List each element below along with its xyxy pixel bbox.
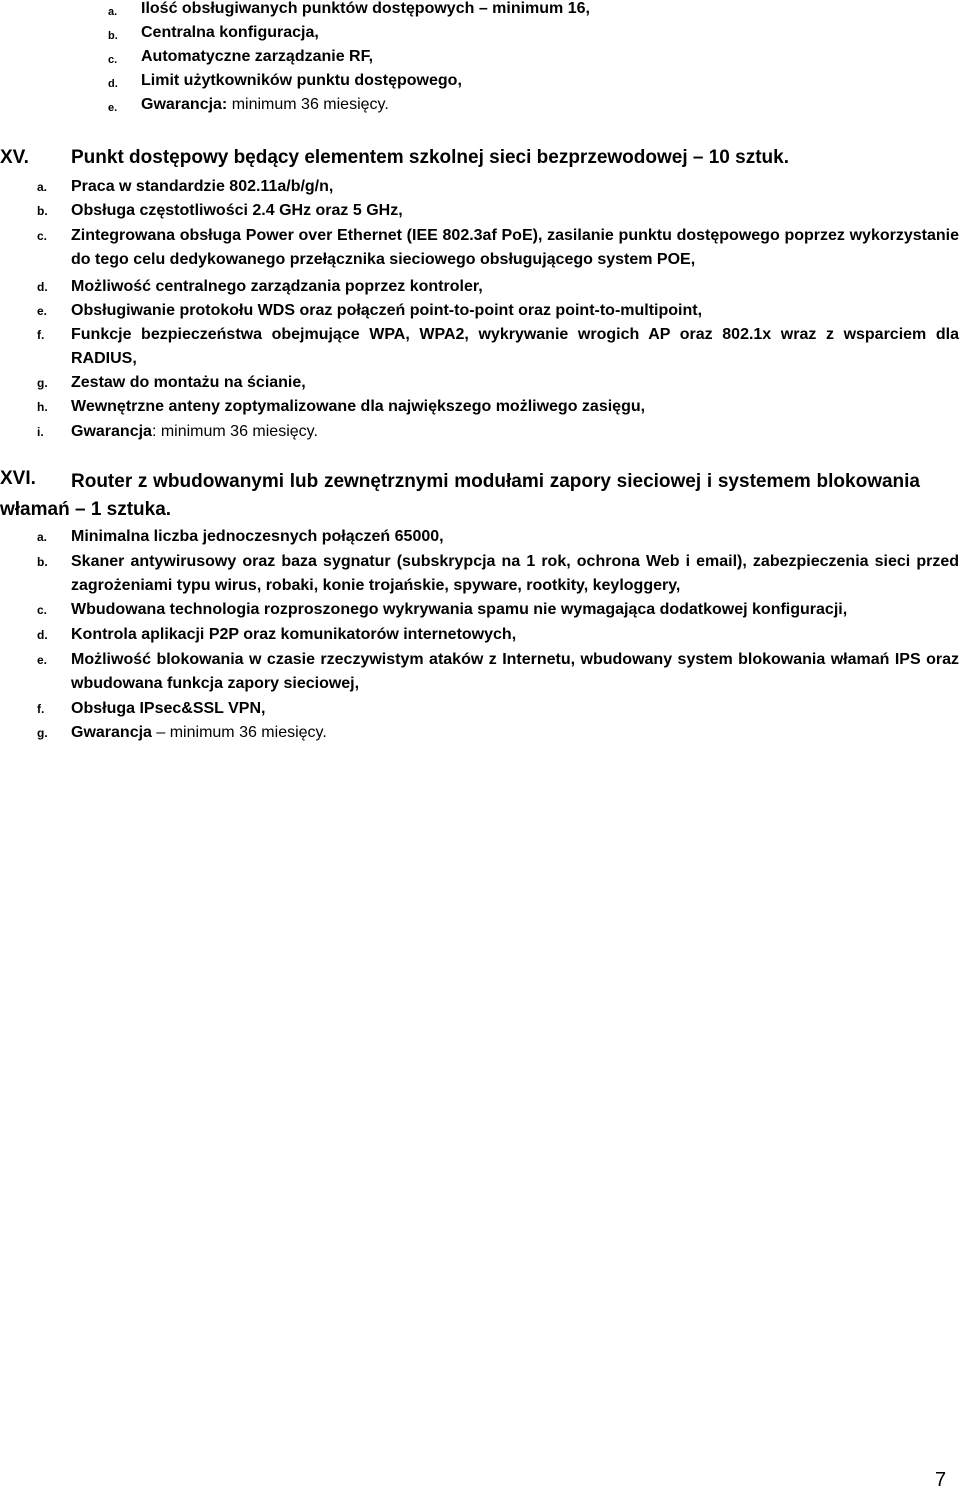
- list-letter: e.: [37, 653, 48, 667]
- list-text: Automatyczne zarządzanie RF,: [141, 48, 374, 65]
- list-letter: g.: [37, 376, 48, 390]
- list-letter: h.: [37, 400, 48, 414]
- list-text: Funkcje bezpieczeństwa obejmujące WPA, WPA2, wykrywanie wrogich AP oraz 802.1x wraz z wsparciem dla RADIUS,: [71, 326, 959, 367]
- list-letter: b.: [108, 30, 118, 42]
- list-item: [0, 72, 960, 96]
- list-letter: d.: [108, 78, 118, 90]
- list-letter: e.: [37, 304, 48, 318]
- list-text: Możliwość centralnego zarządzania poprzez kontroler,: [71, 278, 483, 295]
- list-letter: a.: [108, 6, 118, 18]
- list-text: Praca w standardzie 802.11a/b/g/n,: [71, 178, 334, 195]
- list-text: Gwarancja – minimum 36 miesięcy.: [71, 724, 327, 741]
- page-number: 7: [935, 1469, 947, 1491]
- list-text: Obsługa częstotliwości 2.4 GHz oraz 5 GHz,: [71, 202, 403, 219]
- list-text: Kontrola aplikacji P2P oraz komunikatorów internetowych,: [71, 626, 517, 643]
- list-letter: g.: [37, 726, 48, 740]
- list-text: Wewnętrzne anteny zoptymalizowane dla największego możliwego zasięgu,: [71, 398, 646, 415]
- section-number: XV.: [0, 147, 29, 168]
- list-text: Limit użytkowników punktu dostępowego,: [141, 72, 462, 89]
- list-letter: a.: [37, 530, 48, 544]
- list-letter: i.: [37, 425, 44, 439]
- list-text: Skaner antywirusowy oraz baza sygnatur (subskrypcja na 1 rok, ochrona Web i email), zabezpieczenia sieci przed zagrożeniami typu wirus, robaki, konie trojańskie, spyware, rootkity, keyloggery,: [71, 553, 959, 594]
- list-text: Zestaw do montażu na ścianie,: [71, 374, 306, 391]
- list-letter: f.: [37, 702, 45, 716]
- list-text: Obsługa IPsec&SSL VPN,: [71, 700, 266, 717]
- list-text: Możliwość blokowania w czasie rzeczywistym ataków z Internetu, wbudowany system blokowania włamań IPS oraz wbudowana funkcja zapory sieciowej,: [71, 651, 959, 692]
- section-title: Router z wbudowanymi lub zewnętrznymi modułami zapory sieciowej i systemem blokowania włamań – 1 sztuka.: [0, 471, 920, 520]
- list-item: [0, 0, 960, 24]
- list-item: [0, 96, 960, 120]
- section-number: XVI.: [0, 468, 36, 489]
- list-text: Gwarancja: minimum 36 miesięcy.: [71, 423, 318, 440]
- list-letter: f.: [37, 328, 45, 342]
- list-text: Minimalna liczba jednoczesnych połączeń 65000,: [71, 528, 444, 545]
- list-letter: c.: [37, 603, 48, 617]
- list-letter: a.: [37, 180, 48, 194]
- list-text: Wbudowana technologia rozproszonego wykrywania spamu nie wymagająca dodatkowej konfiguracji,: [71, 601, 848, 618]
- list-text: Zintegrowana obsługa Power over Ethernet (IEE 802.3af PoE), zasilanie punktu dostępowego poprzez wykorzystanie do tego celu dedykowanego przełącznika sieciowego obsługującego system POE,: [71, 227, 959, 268]
- list-letter: c.: [108, 54, 118, 66]
- list-letter: d.: [37, 280, 48, 294]
- list-letter: b.: [37, 555, 48, 569]
- list-text: Ilość obsługiwanych punktów dostępowych – minimum 16,: [141, 0, 590, 17]
- list-item: [0, 48, 960, 72]
- list-letter: e.: [108, 102, 118, 114]
- list-text: Gwarancja: minimum 36 miesięcy.: [141, 96, 389, 113]
- list-letter: b.: [37, 204, 48, 218]
- list-text: Obsługiwanie protokołu WDS oraz połączeń point-to-point oraz point-to-multipoint,: [71, 302, 703, 319]
- section-title: Punkt dostępowy będący elementem szkolnej sieci bezprzewodowej – 10 sztuk.: [71, 147, 790, 168]
- list-letter: d.: [37, 628, 48, 642]
- list-text: Centralna konfiguracja,: [141, 24, 319, 41]
- list-letter: c.: [37, 229, 48, 243]
- list-item: [0, 24, 960, 48]
